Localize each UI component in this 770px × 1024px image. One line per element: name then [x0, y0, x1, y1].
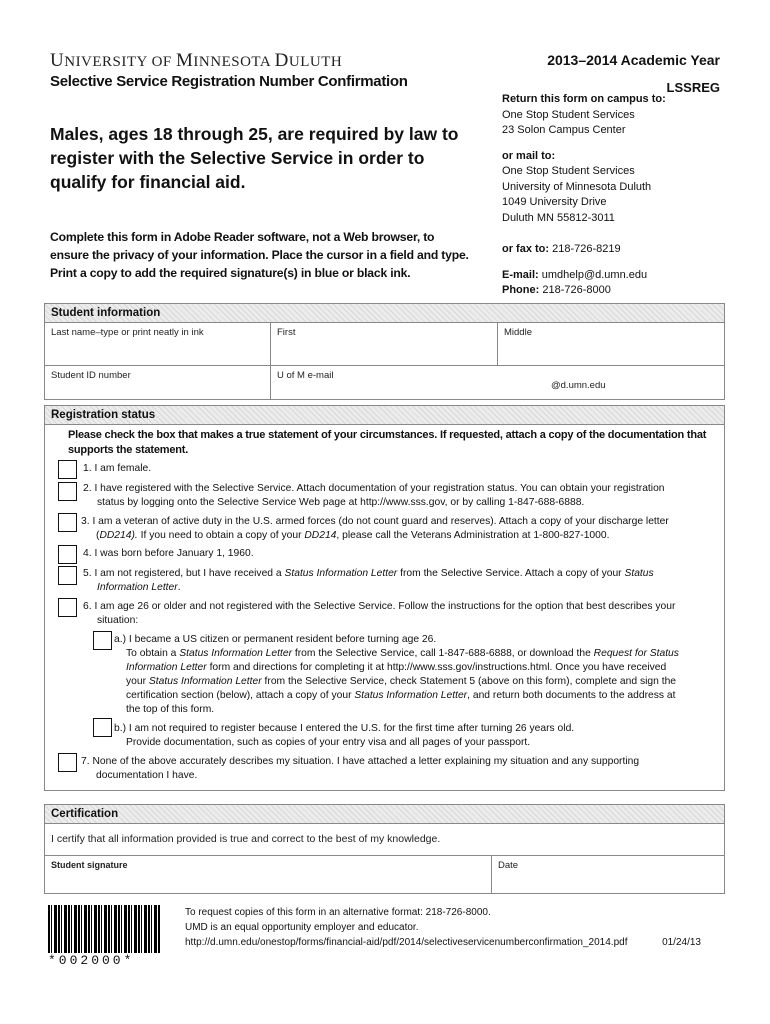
barcode-number: *002000*: [48, 953, 135, 968]
umn-email-field[interactable]: U of M e-mail @d.umn.edu: [277, 370, 606, 391]
mail-line: Duluth MN 55812-3011: [502, 211, 615, 224]
campus-line: 23 Solon Campus Center: [502, 124, 626, 136]
option-4-checkbox[interactable]: [58, 545, 77, 564]
option-4-text: 4. I was born before January 1, 1960.: [83, 548, 254, 559]
mail-line: 1049 University Drive: [502, 196, 607, 208]
form-code: LSSREG: [666, 80, 720, 95]
footer-line: To request copies of this form in an alternative format: 218-726-8000.: [185, 907, 491, 918]
certification-statement: I certify that all information provided is true and correct to the best of my knowledge.: [51, 833, 441, 845]
academic-year: 2013–2014 Academic Year: [547, 52, 720, 68]
option-5-checkbox[interactable]: [58, 566, 77, 585]
campus-label: Return this form on campus to:: [502, 93, 666, 105]
option-7-text: 7. None of the above accurately describes my situation. I have attached a letter explaining my situation and any supporting documentation I have.: [81, 756, 640, 781]
headline: Males, ages 18 through 25, are required by law to register with the Selective Service in order to qualify for financial aid.: [50, 124, 459, 192]
option-5-text: 5. I am not registered, but I have received a Status Information Letter from the Selective Service. Attach a copy of your Status Information Letter.: [83, 568, 654, 593]
university-name: UNIVERSITY OF MINNESOTA DULUTH: [50, 50, 343, 71]
footer-url[interactable]: http://d.umn.edu/onestop/forms/financial-aid/pdf/2014/selectiveservicenumberconfirmation_2014.pdf: [185, 937, 628, 948]
option-2-text: 2. I have registered with the Selective Service. Attach documentation of your registration status. You can obtain your registration status by logging onto the Selective Service Web page at http://www.sss.gov, or by calling 1-847-688-6888.: [83, 483, 665, 508]
certification-section: [44, 804, 725, 894]
section-title: Registration status: [45, 406, 724, 425]
first-name-field[interactable]: First: [277, 327, 296, 338]
contact-block: [502, 92, 732, 299]
mail-label: or mail to:: [502, 149, 556, 162]
barcode: [48, 905, 160, 953]
option-7-checkbox[interactable]: [58, 753, 77, 772]
email-label: E-mail:: [502, 268, 539, 281]
fax-value: 218-726-8219: [552, 243, 621, 255]
option-2-checkbox[interactable]: [58, 482, 77, 501]
section-title: Certification: [45, 805, 724, 824]
student-signature-field[interactable]: Student signature: [51, 860, 128, 870]
form-title: Selective Service Registration Number Confirmation: [50, 73, 408, 90]
option-1-text: 1. I am female.: [83, 463, 152, 474]
phone-label: Phone:: [502, 284, 540, 296]
instructions: Complete this form in Adobe Reader software, not a Web browser, to ensure the privacy of your information. Place the cursor in a field and type. Print a copy to add the required signature(s) in blue or black ink.: [50, 230, 469, 280]
option-6b-checkbox[interactable]: [93, 718, 112, 737]
option-3-text: 3. I am a veteran of active duty in the U.S. armed forces (do not count guard and reserves). Attach a copy of your discharge letter (DD214). If you need to obtain a copy of your DD214, please call the Veterans Administration at 1-800-827-1000.: [81, 516, 669, 541]
middle-name-field[interactable]: Middle: [504, 327, 532, 338]
registration-lead: Please check the box that makes a true statement of your circumstances. If requested, attach a copy of the documentation that supports the statement.: [68, 429, 707, 456]
section-title: Student information: [45, 304, 724, 323]
option-6a-text: a.) I became a US citizen or permanent resident before turning age 26. To obtain a Status Information Letter from the Selective Service, call 1-847-688-6888, or download the Request for Status Information Letter form and directions for completing it at http://www.sss.gov/instructions.html. Once you have received your Status Information Letter from the Selective Service, check Statement 5 (above on this form), complete and sign the certification section (below), attach a copy of your Status Information Letter, and return both documents to the address at the top of this form.: [114, 634, 679, 715]
email-value[interactable]: umdhelp@d.umn.edu: [541, 268, 648, 281]
option-3-checkbox[interactable]: [58, 513, 77, 532]
student-information-section: [44, 303, 725, 400]
fax-label: or fax to:: [502, 243, 550, 255]
footer-text: [185, 905, 715, 950]
email-suffix: @d.umn.edu: [551, 380, 606, 391]
footer-line: UMD is an equal opportunity employer and educator.: [185, 922, 419, 933]
last-name-field[interactable]: Last name–type or print neatly in ink: [51, 327, 204, 338]
option-6a-checkbox[interactable]: [93, 631, 112, 650]
footer-date: 01/24/13: [662, 937, 701, 948]
mail-line: One Stop Student Services: [502, 165, 635, 177]
student-id-field[interactable]: Student ID number: [51, 370, 131, 381]
mail-line: University of Minnesota Duluth: [502, 180, 652, 193]
option-1-checkbox[interactable]: [58, 460, 77, 479]
campus-line: One Stop Student Services: [502, 108, 635, 121]
option-6b-text: b.) I am not required to register because I entered the U.S. for the first time after turning 26 years old. Provide documentation, such as copies of your entry visa and all pages of your passport.: [114, 723, 575, 748]
date-field[interactable]: Date: [498, 860, 519, 871]
option-6-text: 6. I am age 26 or older and not registered with the Selective Service. Follow the instructions for the option that best describes your situation:: [83, 601, 676, 626]
option-6-checkbox[interactable]: [58, 598, 77, 617]
phone-value: 218-726-8000: [542, 284, 611, 296]
